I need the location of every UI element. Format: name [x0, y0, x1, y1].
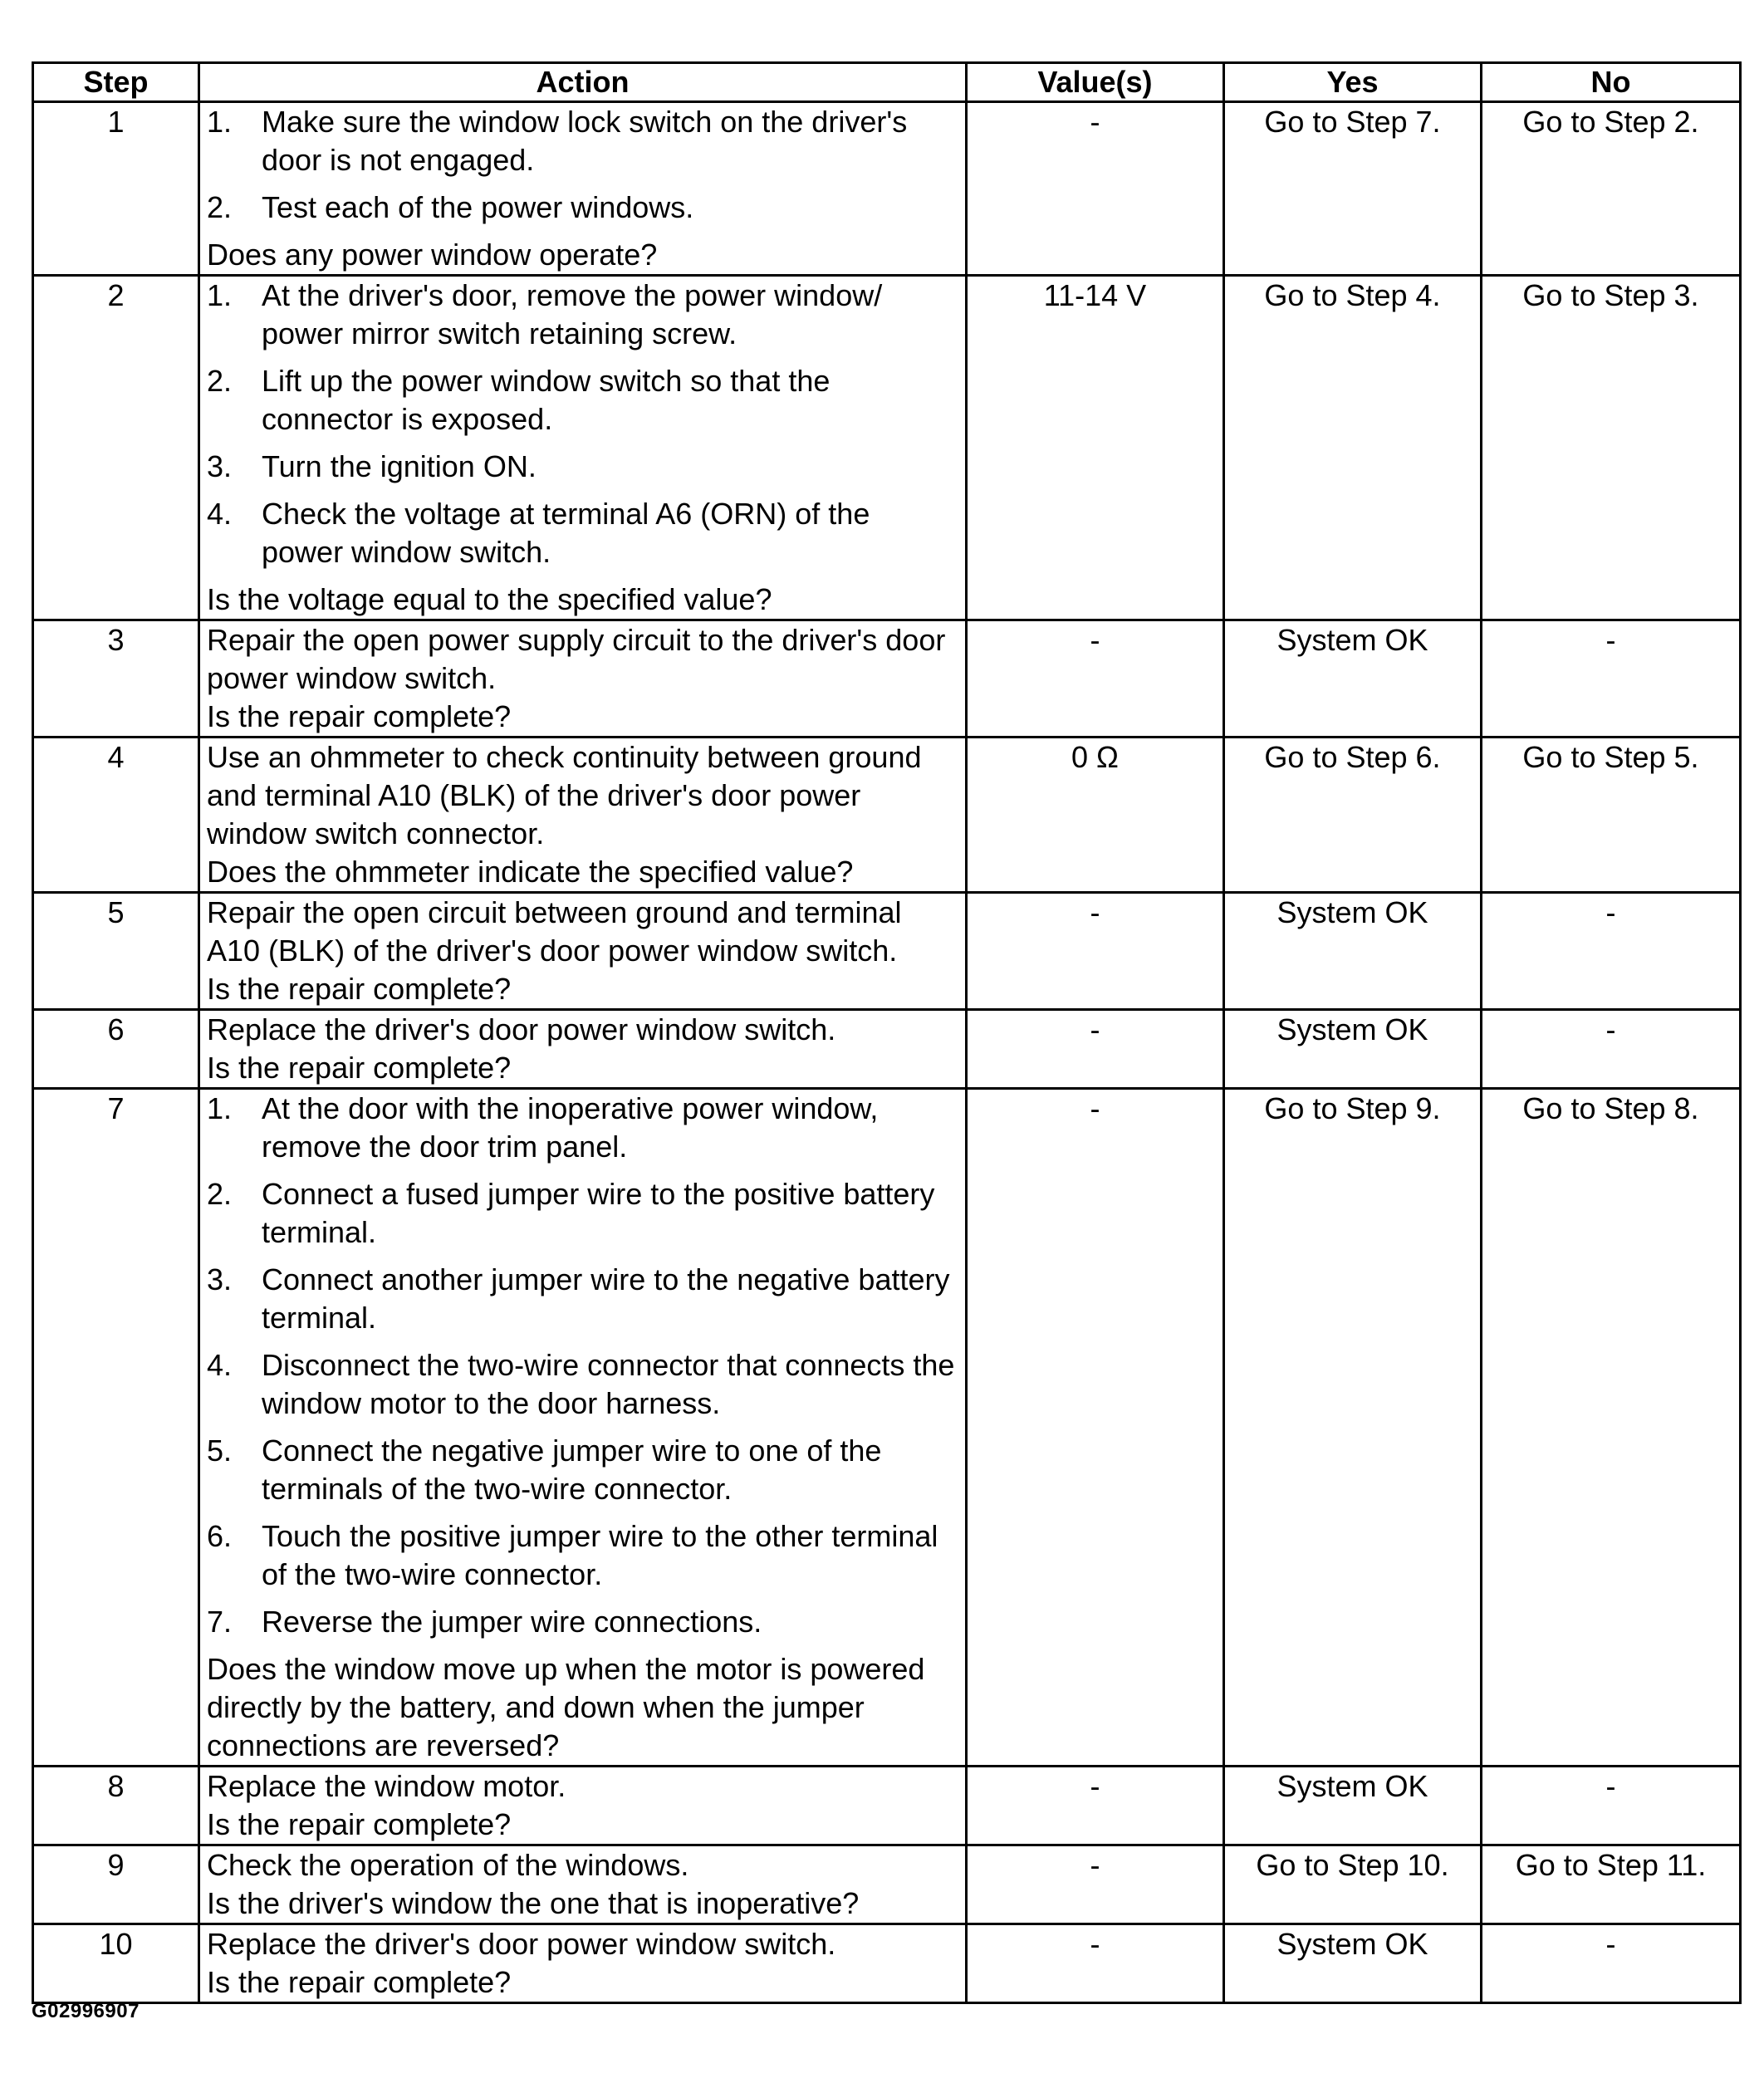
table-row: [33, 1089, 1741, 1767]
header-yes: Yes: [1224, 63, 1482, 102]
action-cell: [199, 738, 967, 893]
action-step-number: 1.: [207, 278, 233, 312]
action-step-number: 7.: [207, 1605, 233, 1639]
no-result: -: [1482, 1924, 1741, 2003]
table-body: [33, 102, 1741, 2003]
action-step-number: 2.: [207, 1177, 233, 1211]
spec-value: -: [967, 102, 1224, 276]
step-number: 10: [33, 1924, 199, 2003]
yes-result: System OK: [1224, 1767, 1482, 1845]
table-row: [33, 1767, 1741, 1845]
action-step-number: 4.: [207, 497, 233, 531]
action-step-text: Disconnect the two-wire connector that connects the window motor to the door harness.: [262, 1348, 955, 1420]
action-text: Replace the window motor. Is the repair complete?: [207, 1769, 566, 1841]
action-step: [207, 1603, 958, 1641]
action-step: [207, 1346, 958, 1423]
action-step-number: 1.: [207, 1091, 233, 1125]
action-step: [207, 1261, 958, 1337]
action-step-number: 3.: [207, 1262, 233, 1296]
no-result: Go to Step 2.: [1482, 102, 1741, 276]
action-text: Does any power window operate?: [207, 238, 658, 272]
yes-result: System OK: [1224, 1010, 1482, 1089]
action-cell: [199, 1010, 967, 1089]
action-step-number: 6.: [207, 1519, 233, 1553]
action-step: [207, 1090, 958, 1166]
action-cell: [199, 1089, 967, 1767]
step-number: 2: [33, 276, 199, 620]
action-cell: [199, 102, 967, 276]
action-step-text: At the driver's door, remove the power window/ power mirror switch retaining screw.: [262, 278, 883, 350]
table-row: [33, 102, 1741, 276]
action-steps: [207, 277, 958, 571]
action-step-text: Test each of the power windows.: [262, 190, 694, 224]
action-text: Use an ohmmeter to check continuity between ground and terminal A10 (BLK) of the driver's door power window switch connector. Does the ohmmeter indicate the specified value?: [207, 740, 922, 889]
action-step: [207, 1175, 958, 1252]
table-row: [33, 620, 1741, 738]
action-text: Repair the open circuit between ground and terminal A10 (BLK) of the driver's door power window switch. Is the repair complete?: [207, 895, 902, 1006]
action-text: Does the window move up when the motor is powered directly by the battery, and down when the jumper connections are reversed?: [207, 1652, 925, 1762]
action-step-number: 1.: [207, 105, 233, 139]
step-number: 8: [33, 1767, 199, 1845]
step-number: 7: [33, 1089, 199, 1767]
table-row: [33, 1845, 1741, 1924]
action-step-text: Lift up the power window switch so that the connector is exposed.: [262, 364, 831, 436]
no-result: -: [1482, 1010, 1741, 1089]
no-result: Go to Step 11.: [1482, 1845, 1741, 1924]
spec-value: 11-14 V: [967, 276, 1224, 620]
yes-result: System OK: [1224, 893, 1482, 1010]
action-step-number: 2.: [207, 364, 233, 398]
table-row: [33, 1924, 1741, 2003]
action-step: [207, 362, 958, 439]
action-step-text: Touch the positive jumper wire to the other terminal of the two-wire connector.: [262, 1519, 938, 1591]
header-step: Step: [33, 63, 199, 102]
spec-value: -: [967, 1089, 1224, 1767]
yes-result: System OK: [1224, 620, 1482, 738]
action-step-text: Connect a fused jumper wire to the positive battery terminal.: [262, 1177, 935, 1249]
no-result: Go to Step 5.: [1482, 738, 1741, 893]
no-result: -: [1482, 620, 1741, 738]
step-number: 3: [33, 620, 199, 738]
action-step: [207, 277, 958, 353]
action-steps: [207, 103, 958, 227]
action-cell: [199, 893, 967, 1010]
step-number: 4: [33, 738, 199, 893]
action-text: Is the voltage equal to the specified value?: [207, 582, 772, 616]
action-step-text: Connect the negative jumper wire to one of the terminals of the two-wire connector.: [262, 1434, 882, 1506]
spec-value: -: [967, 893, 1224, 1010]
action-step-text: At the door with the inoperative power window, remove the door trim panel.: [262, 1091, 879, 1164]
step-number: 1: [33, 102, 199, 276]
action-text: Repair the open power supply circuit to the driver's door power window switch. Is the repair complete?: [207, 623, 946, 733]
yes-result: Go to Step 4.: [1224, 276, 1482, 620]
action-step-text: Make sure the window lock switch on the driver's door is not engaged.: [262, 105, 908, 177]
yes-result: Go to Step 6.: [1224, 738, 1482, 893]
spec-value: -: [967, 1010, 1224, 1089]
step-number: 6: [33, 1010, 199, 1089]
table-row: [33, 893, 1741, 1010]
header-no: No: [1482, 63, 1741, 102]
table-row: [33, 1010, 1741, 1089]
action-step: [207, 103, 958, 179]
action-cell: [199, 276, 967, 620]
action-text: Replace the driver's door power window switch. Is the repair complete?: [207, 1012, 836, 1085]
no-result: -: [1482, 893, 1741, 1010]
yes-result: Go to Step 10.: [1224, 1845, 1482, 1924]
action-cell: [199, 1845, 967, 1924]
table-row: [33, 738, 1741, 893]
step-number: 5: [33, 893, 199, 1010]
spec-value: -: [967, 1924, 1224, 2003]
spec-value: 0 Ω: [967, 738, 1224, 893]
action-cell: [199, 1924, 967, 2003]
action-cell: [199, 620, 967, 738]
action-step: [207, 1432, 958, 1508]
action-step-number: 4.: [207, 1348, 233, 1382]
table-row: [33, 276, 1741, 620]
action-text: Replace the driver's door power window switch. Is the repair complete?: [207, 1927, 836, 1999]
no-result: Go to Step 3.: [1482, 276, 1741, 620]
action-step-text: Turn the ignition ON.: [262, 449, 537, 483]
action-step: [207, 495, 958, 571]
action-step-number: 5.: [207, 1434, 233, 1468]
spec-value: -: [967, 1767, 1224, 1845]
action-step: [207, 189, 958, 227]
action-step: [207, 448, 958, 486]
action-step: [207, 1517, 958, 1594]
action-step-number: 2.: [207, 190, 233, 224]
action-step-number: 3.: [207, 449, 233, 483]
header-action: Action: [199, 63, 967, 102]
figure-code: G02996907: [32, 2000, 140, 2022]
action-step-text: Check the voltage at terminal A6 (ORN) of the power window switch.: [262, 497, 870, 569]
no-result: Go to Step 8.: [1482, 1089, 1741, 1767]
yes-result: Go to Step 7.: [1224, 102, 1482, 276]
action-text: Check the operation of the windows. Is the driver's window the one that is inoperative?: [207, 1848, 860, 1920]
action-step-text: Reverse the jumper wire connections.: [262, 1605, 762, 1639]
action-cell: [199, 1767, 967, 1845]
action-steps: [207, 1090, 958, 1641]
action-step-text: Connect another jumper wire to the negative battery terminal.: [262, 1262, 950, 1335]
header-row: [33, 63, 1741, 102]
step-number: 9: [33, 1845, 199, 1924]
spec-value: -: [967, 620, 1224, 738]
yes-result: Go to Step 9.: [1224, 1089, 1482, 1767]
diagnostic-sheet: [32, 61, 1739, 2004]
no-result: -: [1482, 1767, 1741, 1845]
diagnostic-table: [32, 61, 1742, 2004]
header-values: Value(s): [967, 63, 1224, 102]
yes-result: System OK: [1224, 1924, 1482, 2003]
spec-value: -: [967, 1845, 1224, 1924]
